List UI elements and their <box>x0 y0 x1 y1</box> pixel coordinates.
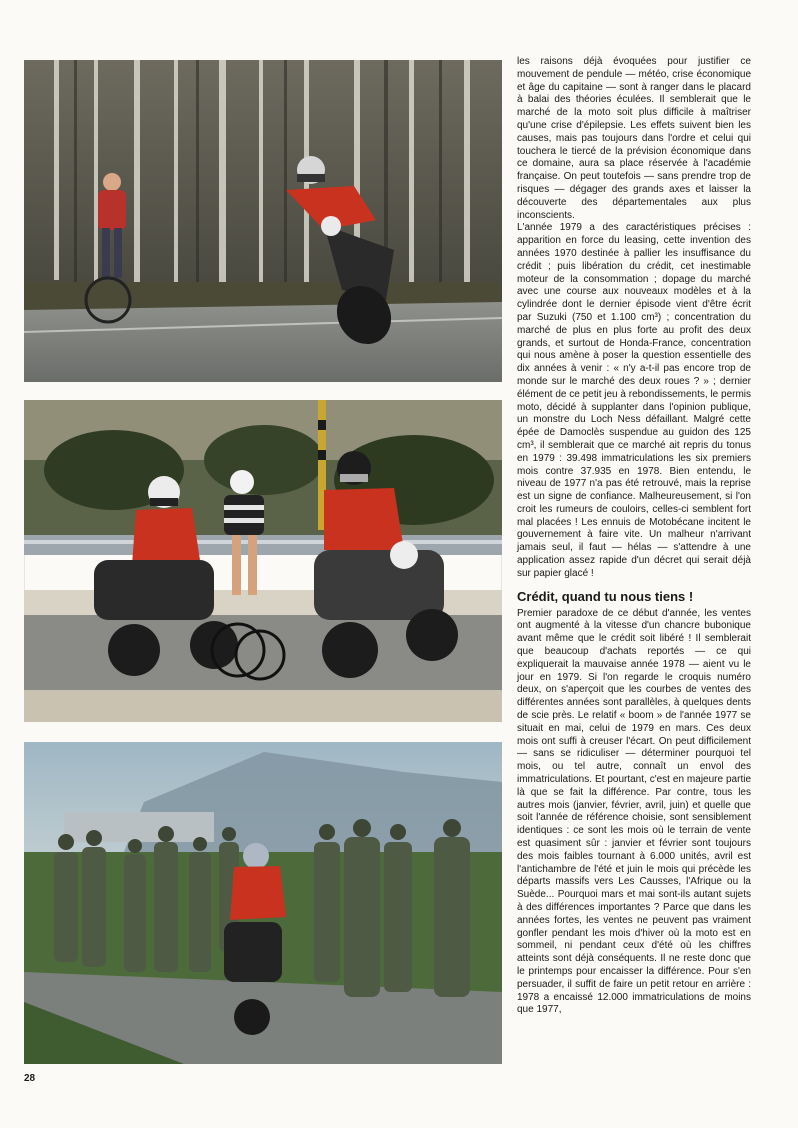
article-paragraph-1: les raisons déjà évoquées pour justifier ce mouvement de pendule — météo, crise économique et âge du capitaine — sont à ranger dans le placard à balai des théories éculées. Il semblerait que le marché de la moto soit plus difficile à maîtriser qu'une crise d'épilepsie. Les effets suivent bien les causes, mais pas toujours dans l'ordre et celui qui touchera le tiercé de la prévision économique dans ce domaine, aura sa place réservée à l'académie française. On peut toutefois — sans prendre trop de risques — dégager des grands axes et laisser la découverte des départementales aux plus inconscients. <box>517 56 751 221</box>
photo-forest-road-motorcyclist <box>24 60 502 382</box>
article-column <box>517 56 751 1017</box>
photo-bikers-and-cyclist-roadside <box>24 400 502 722</box>
article-paragraph-3: Premier paradoxe de ce début d'année, les ventes ont augmenté à la vitesse d'un chancre bubonique avant même que le crédit soit libéré ! Il semblerait que beaucoup d'achats reportés — ce qui expliquerait la mauvaise année 1978 — aient vu le jour en 1979. Si l'on regarde le croquis numéro deux, on s'aperçoit que les courbes de ventes des différentes années sont parallèles, à quelques dents de scie près. Le relatif « boom » de l'année 1977 se situait en mai, celui de 1979 en mars. Ces deux mois ont suffi à creuser l'écart. On peut difficilement — sans se ridiculiser — déterminer pourquoi tel mois, ou tel autre, connaît un envol des immatriculations. Et pourtant, c'est en majeure partie là que se fait la différence. Par contre, tous les autres mois (janvier, février, avril, juin) et quelle que soit l'année de référence choisie, sont sensiblement identiques : ce sont les mois où le terrain de vente est quasiment sûr : janvier et février sont toujours des mois faibles tournant à 6.000 unités, avril est l'antichambre de l'été et juin le mois qui précède les départs massifs vers Les Causses, l'Afrique ou la Suède... Pourquoi mars et mai sont-ils autant sujets à des différences importantes ? Parce que dans les années fortes, les ventes ne peuvent pas vraiment gonfler pendant les mois d'hiver où la moto est en sommeil, ni pendant ceux d'été où les chiffres atteints sont déjà conséquents. Il ne reste donc que le printemps pour encaisser la différence. Pour s'en persuader, il suffit de faire un petit retour en arrière : 1978 a encaissé 12.000 immatriculations de moins que 1977, <box>517 607 751 1016</box>
section-heading: Crédit, quand tu nous tiens ! <box>517 588 694 604</box>
page-number: 28 <box>24 1073 36 1084</box>
photo-soldiers-and-motorcyclist <box>24 742 502 1064</box>
article-paragraph-2: L'année 1979 a des caractéristiques précises : apparition en force du leasing, cette invention des années 1970 destinée à pallier les insuffisance du crédit ; puis libération du crédit, cet inestimable moteur de la consommation ; dopage du marché avec une course aux nouveaux modèles et à la cylindrée dont le dernier épisode vient d'être écrit par Suzuki (750 et 1.100 cm³) ; concentration du marché de plus en plus forte au profit des deux grands, et surtout de Honda-France, concentration qui nous amène à poser la question essentielle des dix années à venir : « n'y a-t-il pas encore trop de monde sur le marché des deux roues ? » ; dernier élément de ce petit jeu à rebondissements, le permis moto, décidé à supplanter dans l'opinion publique, un monstre du Loch Ness défaillant. Malgré cette épée de Damoclès suspendue au guidon des 125 cm³, il semblerait que ce marché ait repris du tonus en 1979 : 39.498 immatriculations les six premiers mois contre 37.935 en 1978. Bien entendu, le niveau de 1977 n'a pas été retrouvé, mais la reprise est un signe de confiance. Malheureusement, si l'on croit les rumeurs de couloirs, celles-ci semblent fort mal placées ! Les ennuis de Motobécane incitent le gouvernement à faire vite. Un malheur n'arrivant jamais seul, il faut — hélas — s'attendre à une application assez rapide d'un décret qui serait déjà sur papier glacé ! <box>517 222 752 579</box>
